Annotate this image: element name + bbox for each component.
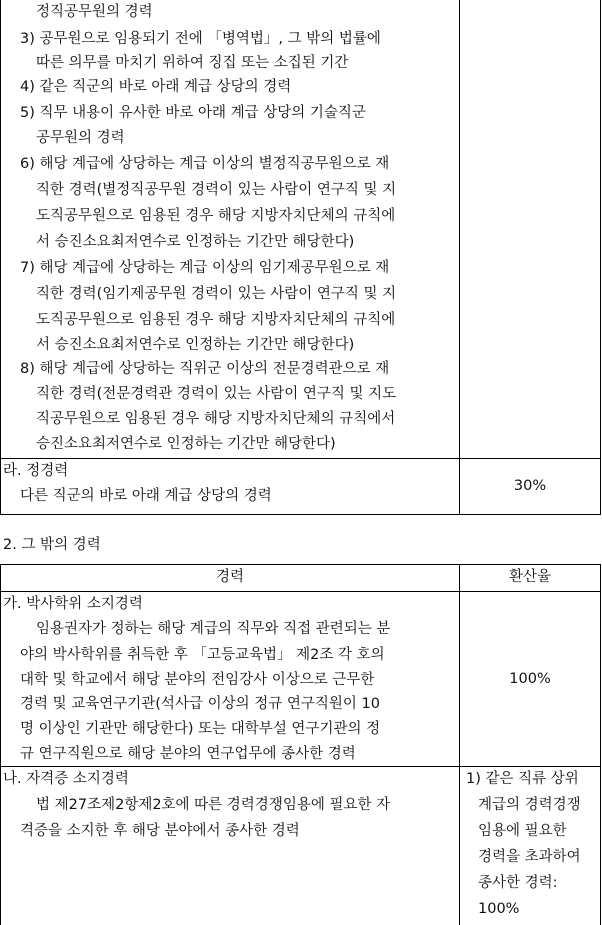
ga-line-5: 명 이상인 기관만 해당한다) 또는 대학부설 연구기관의 정: [20, 721, 381, 737]
item-7-line-3: 도직공무원으로 임용된 경우 해당 지방자치단체의 규칙에: [36, 312, 396, 328]
item-7-line-2: 직한 경력(임기제공무원 경력이 있는 사람이 연구직 및 지: [36, 286, 397, 302]
header-career: 경력: [215, 569, 244, 585]
na-line-2: 격증을 소지한 후 해당 분야에서 종사한 경력: [20, 823, 300, 839]
section-2-heading: 2. 그 밖의 경력: [3, 537, 101, 553]
table1-mid-border: [459, 0, 460, 515]
item-3-line-1: 3) 공무원으로 임용되기 전에 「병역법」, 그 밖의 법률에: [20, 31, 381, 47]
item-6-line-1: 6) 해당 계급에 상당하는 계급 이상의 별정직공무원으로 재: [20, 156, 390, 172]
table1-row-divider: [0, 458, 601, 459]
table1-bottom-border: [0, 514, 601, 515]
ga-rate: 100%: [509, 671, 551, 687]
na-heading: 나. 자격증 소지경력: [3, 771, 129, 787]
item-5-line-2: 공무원의 경력: [36, 130, 125, 146]
item-3-line-2: 따른 의무를 마치기 위하여 징집 또는 소집된 기간: [36, 55, 349, 71]
item-8-line-4: 승진소요최저연수로 인정하는 기간만 해당한다): [36, 436, 336, 452]
na-rate-line-3: 임용에 필요한: [478, 823, 567, 839]
ra-heading: 라. 정경력: [3, 463, 69, 479]
item-7-line-1: 7) 해당 계급에 상당하는 계급 이상의 임기제공무원으로 재: [20, 260, 390, 276]
table2-right-border: [600, 564, 601, 925]
ga-heading: 가. 박사학위 소지경력: [3, 596, 143, 612]
item-8-line-2: 직한 경력(전문경력관 경력이 있는 사람이 연구직 및 지도: [36, 386, 397, 402]
item-8-line-1: 8) 해당 계급에 상당하는 직위군 이상의 전문경력관으로 재: [20, 361, 390, 377]
table1-left-border: [0, 0, 1, 515]
na-rate-line-1: 1) 같은 직류 상위: [466, 771, 579, 787]
ga-line-3: 대학 및 학교에서 해당 분야의 전임강사 이상으로 근무한: [20, 672, 375, 688]
item-6-line-2: 직한 경력(별정직공무원 경력이 있는 사람이 연구직 및 지: [36, 182, 397, 198]
ga-line-1: 임용권자가 정하는 해당 계급의 직무와 직접 관련되는 분: [36, 621, 391, 637]
na-line-1: 법 제27조제2항제2호에 따른 경력경쟁임용에 필요한 자: [36, 797, 391, 813]
item-8-line-3: 직공무원으로 임용된 경우 해당 지방자치단체의 규칙에서: [36, 411, 396, 427]
item-4-line-1: 4) 같은 직군의 바로 아래 계급 상당의 경력: [20, 79, 292, 95]
table2-left-border: [0, 564, 1, 925]
continuation-text: 정직공무원의 경력: [36, 4, 153, 20]
item-7-line-4: 서 승진소요최저연수로 인정하는 기간만 해당한다): [36, 337, 355, 353]
ra-rate: 30%: [513, 478, 547, 494]
ga-line-6: 규 연구직원으로 해당 분야의 연구업무에 종사한 경력: [20, 746, 356, 762]
na-rate-line-5: 종사한 경력:: [478, 875, 558, 891]
header-rate: 환산율: [508, 569, 552, 585]
item-6-line-3: 도직공무원으로 임용된 경우 해당 지방자치단체의 규칙에: [36, 208, 396, 224]
na-rate-line-2: 계급의 경력경쟁: [478, 797, 581, 813]
na-rate-line-6: 100%: [478, 901, 520, 917]
na-rate-line-4: 경력을 초과하여: [478, 849, 581, 865]
ra-body: 다른 직군의 바로 아래 계급 상당의 경력: [20, 488, 272, 504]
ga-line-4: 경력 및 교육연구기관(석사급 이상의 정규 연구직원이 10: [20, 696, 380, 712]
ga-line-2: 야의 박사학위를 취득한 후 「고등교육법」 제2조 각 호의: [20, 647, 385, 663]
item-5-line-1: 5) 직무 내용이 유사한 바로 아래 계급 상당의 기술직군: [20, 105, 366, 121]
table1-right-border: [600, 0, 601, 515]
item-6-line-4: 서 승진소요최저연수로 인정하는 기간만 해당한다): [36, 234, 355, 250]
table2-mid-border: [459, 564, 460, 925]
